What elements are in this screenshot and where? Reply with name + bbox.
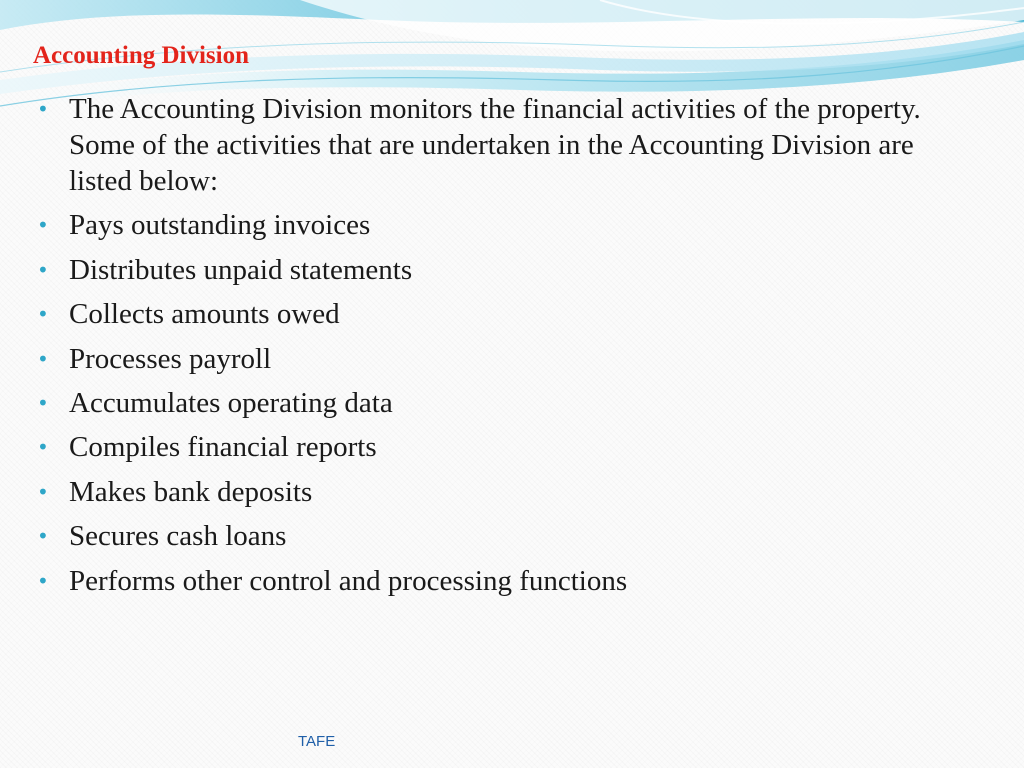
- list-item: [34, 341, 974, 377]
- bullet-text: Performs other control and processing functions: [69, 564, 628, 597]
- bullet-dot-icon: •: [37, 524, 49, 549]
- list-item: [34, 474, 974, 510]
- bullet-list: [34, 91, 974, 607]
- list-item: [34, 296, 974, 332]
- bullet-dot-icon: •: [37, 568, 49, 593]
- bullet-text: Makes bank deposits: [69, 475, 313, 508]
- bullet-text: Pays outstanding invoices: [69, 209, 371, 242]
- bullet-dot-icon: •: [37, 97, 49, 121]
- bullet-text: Distributes unpaid statements: [69, 253, 413, 286]
- list-item: [34, 429, 974, 465]
- bullet-dot-icon: •: [37, 213, 49, 238]
- list-item: [34, 518, 974, 554]
- slide-title: Accounting Division: [33, 42, 250, 69]
- bullet-text: The Accounting Division monitors the financial activities of the property. Some of the activities that are undertaken in the Accounting Division are listed below:: [69, 93, 921, 197]
- bullet-text: Processes payroll: [69, 342, 272, 375]
- bullet-dot-icon: •: [37, 346, 49, 371]
- list-item: [34, 91, 974, 199]
- bullet-dot-icon: •: [37, 390, 49, 415]
- list-item: [34, 207, 974, 243]
- bullet-text: Accumulates operating data: [69, 386, 393, 419]
- bullet-dot-icon: •: [37, 257, 49, 282]
- footer-label: TAFE: [298, 733, 336, 750]
- bullet-dot-icon: •: [37, 435, 49, 460]
- bullet-dot-icon: •: [37, 479, 49, 504]
- bullet-text: Compiles financial reports: [69, 431, 377, 464]
- bullet-text: Collects amounts owed: [69, 298, 340, 331]
- bullet-dot-icon: •: [37, 302, 49, 327]
- list-item: [34, 252, 974, 288]
- bullet-text: Secures cash loans: [69, 520, 287, 553]
- list-item: [34, 563, 974, 599]
- list-item: [34, 385, 974, 421]
